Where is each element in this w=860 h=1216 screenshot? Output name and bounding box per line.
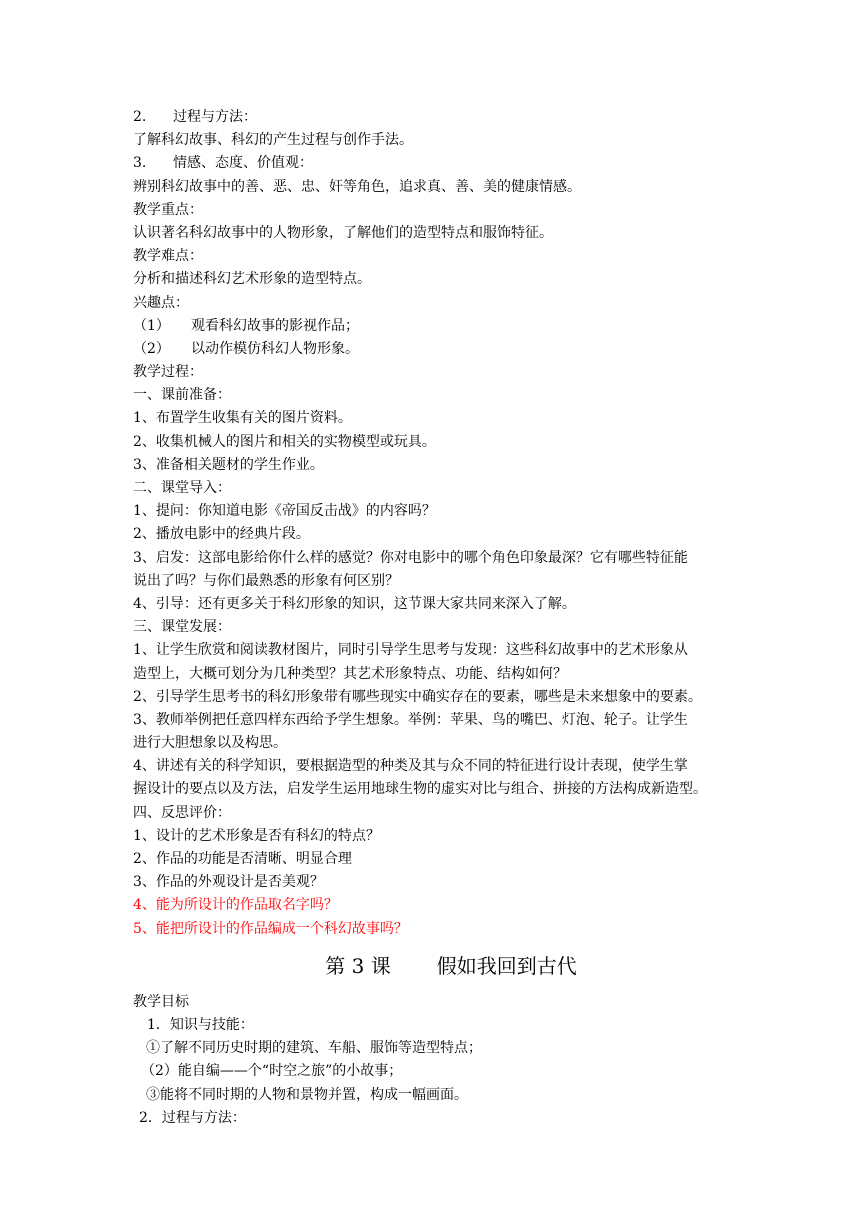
text-line <box>133 338 733 361</box>
line-text: 观看科幻故事的影视作品； <box>191 317 359 334</box>
text-line <box>133 778 733 801</box>
line-text: 以动作模仿科幻人物形象。 <box>191 340 359 357</box>
line-text: 认识著名科幻故事中的人物形象，了解他们的造型特点和服饰特征。 <box>133 224 553 241</box>
line-text: 兴趣点： <box>133 294 189 311</box>
text-line <box>133 616 733 639</box>
line-text: 进行大胆想象以及构思。 <box>133 735 287 752</box>
line-text: 2、引导学生思考书的科幻形象带有哪些现实中确实存在的要素，哪些是未来想象中的要素。 <box>133 688 702 705</box>
line-text: 过程与方法： <box>173 109 257 125</box>
lesson-plan-section <box>133 106 733 941</box>
line-text: 辨别科幻故事中的善、恶、忠、奸等角色，追求真、善、美的健康情感。 <box>133 178 581 195</box>
text-line <box>133 176 733 199</box>
line-text: 2、作品的功能是否清晰、明显合理 <box>133 851 352 867</box>
line-text: 5、能把所设计的作品编成一个科幻故事吗？ <box>133 920 408 937</box>
text-line <box>133 755 733 778</box>
text-line <box>133 1084 733 1107</box>
line-text: 4、能为所设计的作品取名字吗？ <box>133 897 338 914</box>
text-line <box>133 129 733 152</box>
line-text: 3、准备相关题材的学生作业。 <box>133 456 324 473</box>
text-line <box>133 523 733 546</box>
text-line <box>133 500 733 523</box>
text-line <box>133 454 733 477</box>
text-line <box>133 825 733 848</box>
line-text: 1、设计的艺术形象是否有科幻的特点？ <box>133 827 380 844</box>
line-text: 教学难点： <box>133 248 203 265</box>
line-text: 2、收集机械人的图片和相关的实物模型或玩具。 <box>133 433 436 450</box>
item-number: （2） <box>133 340 170 357</box>
line-text: 四、反思评价： <box>133 804 231 821</box>
text-line <box>133 663 733 686</box>
line-text: 4、引导：还有更多关于科幻形象的知识，这节课大家共同来深入了解。 <box>133 595 576 612</box>
text-line <box>133 384 733 407</box>
item-number: 2. <box>133 109 147 125</box>
line-text: 情感、态度、价值观： <box>173 155 313 172</box>
text-line <box>133 991 733 1014</box>
line-text: 教学过程： <box>133 364 203 381</box>
line-text: 造型上，大概可划分为几种类型？其艺术形象特点、功能、结构如何？ <box>133 665 567 682</box>
text-line <box>133 802 733 825</box>
text-line <box>133 1037 733 1060</box>
text-line <box>133 292 733 315</box>
text-line <box>133 686 733 709</box>
text-line <box>133 431 733 454</box>
text-line <box>133 477 733 500</box>
line-text: 握设计的要点以及方法，启发学生运用地球生物的虚实对比与组合、拼接的方法构成新造型。 <box>133 781 707 798</box>
text-line <box>133 593 733 616</box>
line-text: 三、课堂发展： <box>133 619 231 636</box>
line-text: 1、提问：你知道电影《帝国反击战》的内容吗？ <box>133 503 436 520</box>
line-text: 1．知识与技能： <box>147 1016 254 1033</box>
text-line <box>133 268 733 291</box>
text-line <box>133 894 733 917</box>
text-line <box>133 361 733 384</box>
text-line <box>133 709 733 732</box>
lesson-title: 假如我回到古代 <box>436 953 577 978</box>
text-line <box>133 1107 733 1130</box>
line-text: 3、启发：这部电影给你什么样的感觉？你对电影中的哪个角色印象最深？它有哪些特征能 <box>133 549 688 566</box>
line-text: 1、布置学生收集有关的图片资料。 <box>133 410 352 427</box>
line-text: 教学目标 <box>133 993 189 1010</box>
text-line <box>133 570 733 593</box>
text-line <box>133 245 733 268</box>
text-line <box>133 871 733 894</box>
line-text: 3、教师举例把任意四样东西给予学生想象。举例：苹果、鸟的嘴巴、灯泡、轮子。让学生 <box>133 711 688 728</box>
line-text: （2）能自编——个“时空之旅”的小故事； <box>141 1063 403 1080</box>
line-text: 3、作品的外观设计是否美观？ <box>133 874 324 891</box>
line-text: 二、课堂导入： <box>133 480 231 496</box>
text-line <box>133 732 733 755</box>
text-line <box>133 1060 733 1083</box>
text-line <box>133 315 733 338</box>
line-text: 一、课前准备： <box>133 387 231 404</box>
teaching-goals-section <box>133 991 733 1130</box>
document-body <box>133 106 733 1130</box>
item-number: （1） <box>133 317 170 334</box>
text-line <box>133 199 733 222</box>
text-line <box>133 152 733 175</box>
line-text: 4、讲述有关的科学知识，要根据造型的种类及其与众不同的特征进行设计表现，使学生掌 <box>133 758 688 775</box>
line-text: 了解科幻故事、科幻的产生过程与创作手法。 <box>133 132 413 149</box>
line-text: 教学重点： <box>133 201 203 218</box>
lesson-number: 第 3 课 <box>325 953 391 978</box>
line-text: 说出了吗？与你们最熟悉的形象有何区别？ <box>133 572 399 589</box>
text-line <box>133 1014 733 1037</box>
line-text: 2、播放电影中的经典片段。 <box>133 526 310 543</box>
line-text: 2．过程与方法： <box>139 1109 246 1126</box>
item-number: 3. <box>133 155 147 172</box>
text-line <box>133 547 733 570</box>
lesson-heading <box>133 941 733 991</box>
line-text: ①了解不同历史时期的建筑、车船、服饰等造型特点； <box>146 1040 482 1057</box>
text-line <box>133 848 733 871</box>
line-text: ③能将不同时期的人物和景物并置，构成一幅画面。 <box>146 1086 468 1103</box>
text-line <box>133 639 733 662</box>
text-line <box>133 407 733 430</box>
line-text: 1、让学生欣赏和阅读教材图片，同时引导学生思考与发现：这些科幻故事中的艺术形象从 <box>133 642 688 659</box>
text-line <box>133 106 733 129</box>
line-text: 分析和描述科幻艺术形象的造型特点。 <box>133 271 371 288</box>
text-line <box>133 222 733 245</box>
text-line <box>133 918 733 941</box>
